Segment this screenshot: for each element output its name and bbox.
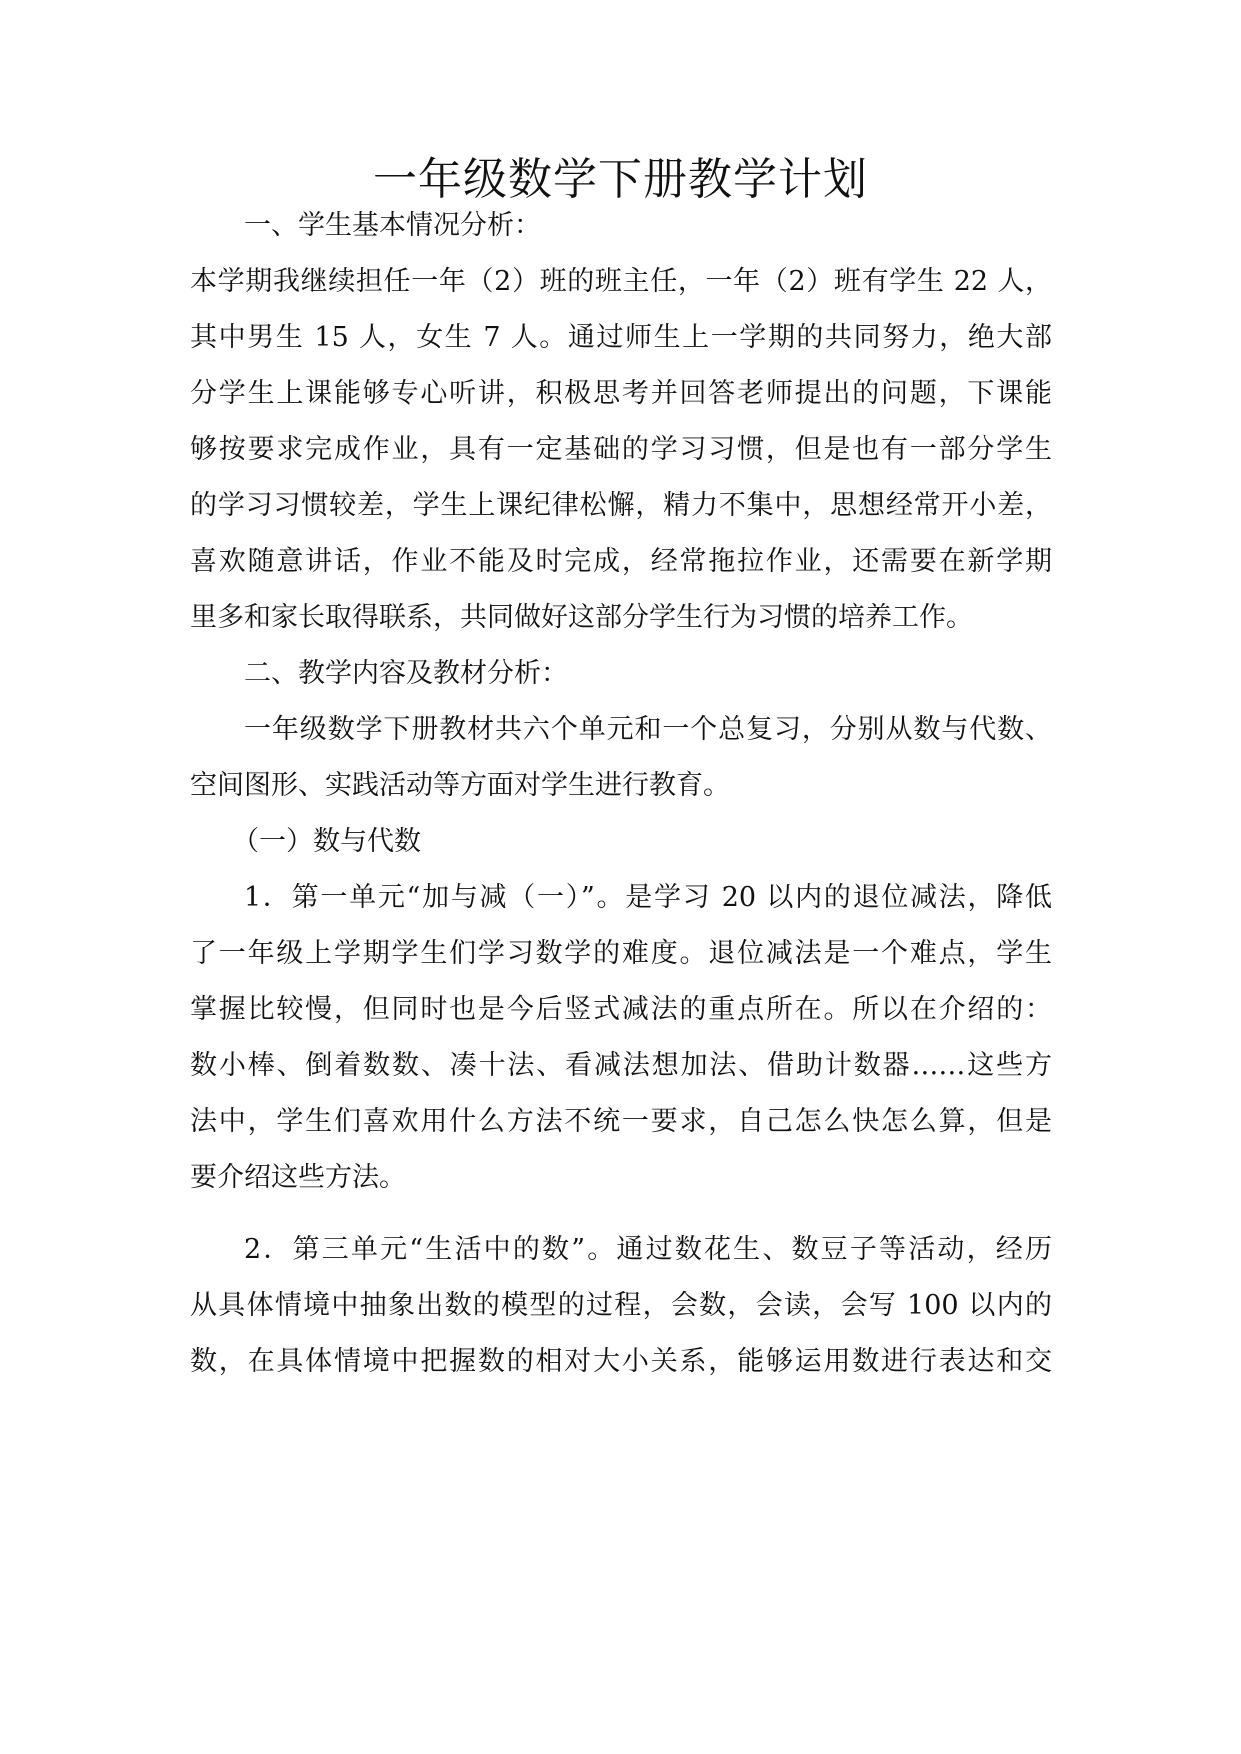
paragraph-line: 要介绍这些方法。 <box>190 1162 406 1193</box>
paragraph-line: 2．第三单元“生活中的数”。通过数花生、数豆子等活动，经历 <box>244 1234 1052 1265</box>
document-title: 一年级数学下册教学计划 <box>373 154 868 205</box>
paragraph-line: 分学生上课能够专心听讲，积极思考并回答老师提出的问题，下课能 <box>190 378 1052 409</box>
paragraph-line: 1．第一单元“加与减（一）”。是学习 20 以内的退位减法，降低 <box>244 882 1052 913</box>
paragraph-line: 喜欢随意讲话，作业不能及时完成，经常拖拉作业，还需要在新学期 <box>190 546 1052 577</box>
paragraph-line: 了一年级上学期学生们学习数学的难度。退位减法是一个难点，学生 <box>190 938 1052 969</box>
paragraph-line: 里多和家长取得联系，共同做好这部分学生行为习惯的培养工作。 <box>190 602 973 633</box>
paragraph-line: 其中男生 15 人，女生 7 人。通过师生上一学期的共同努力，绝大部 <box>190 322 1052 353</box>
paragraph-line: 空间图形、实践活动等方面对学生进行教育。 <box>190 770 730 801</box>
paragraph-line: 一年级数学下册教材共六个单元和一个总复习，分别从数与代数、 <box>244 714 1052 745</box>
paragraph-line: 法中，学生们喜欢用什么方法不统一要求，自己怎么快怎么算，但是 <box>190 1106 1052 1137</box>
paragraph-line: 的学习习惯较差，学生上课纪律松懈，精力不集中，思想经常开小差， <box>190 490 1052 521</box>
paragraph-line: 数小棒、倒着数数、凑十法、看减法想加法、借助计数器……这些方 <box>190 1050 1052 1081</box>
paragraph-line: 数，在具体情境中把握数的相对大小关系，能够运用数进行表达和交 <box>190 1346 1052 1377</box>
section-heading-student-analysis: 一、学生基本情况分析： <box>244 210 541 241</box>
paragraph-line: 本学期我继续担任一年（2）班的班主任，一年（2）班有学生 22 人， <box>190 266 1052 297</box>
paragraph-line: 掌握比较慢，但同时也是今后竖式减法的重点所在。所以在介绍的： <box>190 994 1052 1025</box>
paragraph-line: 从具体情境中抽象出数的模型的过程，会数，会读，会写 100 以内的 <box>190 1290 1052 1321</box>
subsection-heading-number-algebra: （一）数与代数 <box>232 826 421 857</box>
paragraph-line: 够按要求完成作业，具有一定基础的学习习惯，但是也有一部分学生 <box>190 434 1052 465</box>
section-heading-content-analysis: 二、教学内容及教材分析： <box>244 658 568 689</box>
